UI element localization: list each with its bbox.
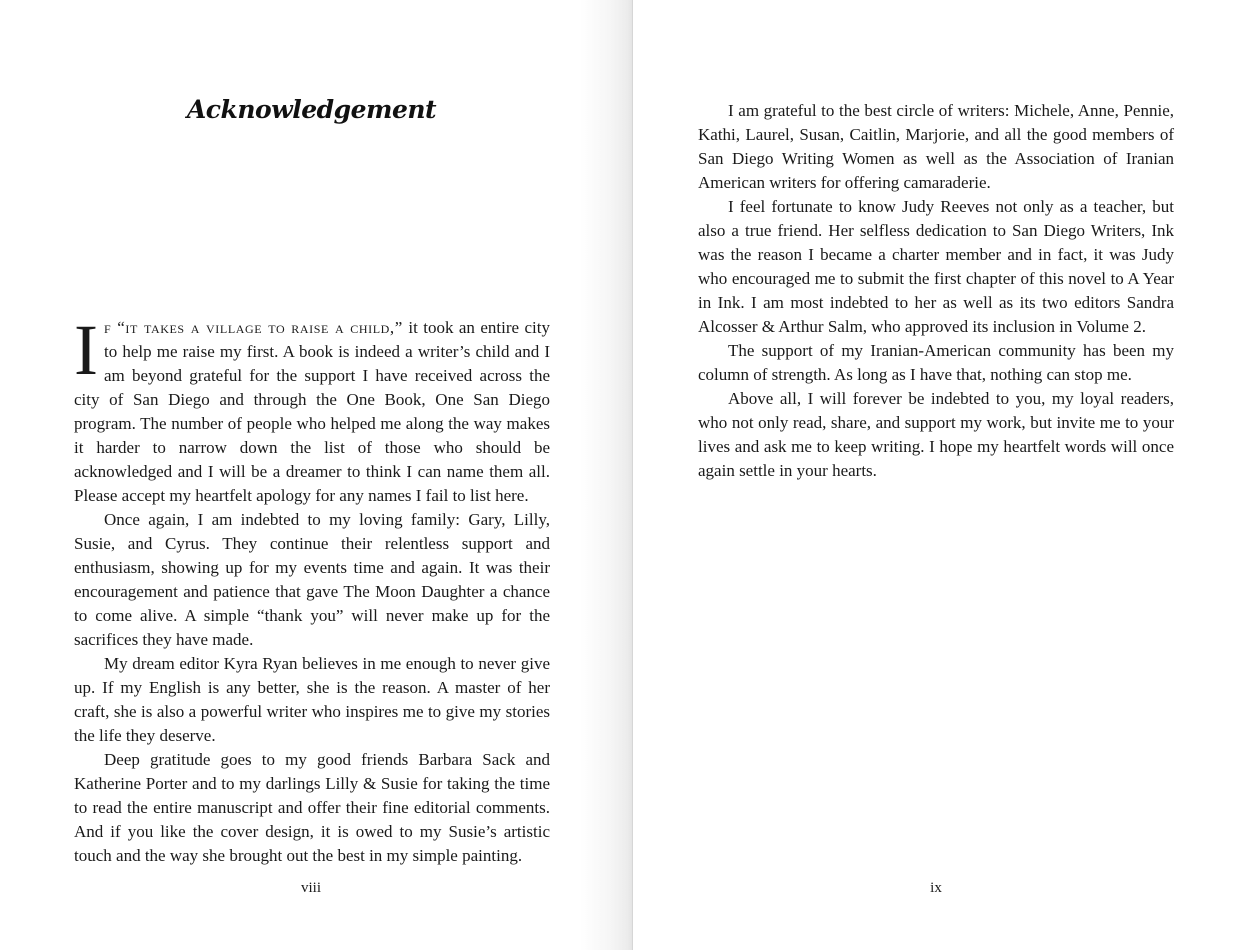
opening-small-caps: f “it takes a village to raise a child,” [103, 318, 403, 337]
paragraph-judy-reeves: I feel fortunate to know Judy Reeves not only as a teacher, but also a true friend. Her selfless dedication to San Diego Writers, Ink was the reason I became a charter member and in fact, it was Judy who encouraged me to submit the first chapter of this novel to A Year in Ink. I am most indebted to her as well as its two editors Sandra Alcosser & Arthur Salm, who approved its inclusion in Volume 2. [698, 197, 1174, 336]
opening-paragraph [74, 310, 550, 508]
paragraph-editor: My dream editor Kyra Ryan believes in me enough to never give up. If my English is any better, she is the reason. A master of her craft, she is also a powerful writer who inspires me to give my stories the life they deserve. [74, 654, 550, 745]
page-title: Acknowledgement [186, 95, 437, 124]
page-number-left: viii [300, 880, 321, 896]
paragraph-community: The support of my Iranian-American community has been my column of strength. As long as I have that, nothing can stop me. [698, 341, 1174, 384]
right-page-body [698, 99, 1174, 483]
opening-paragraph-text: it took an entire city to help me raise my first. A book is indeed a writer’s child and I am beyond grateful for the support I have received across the city of San Diego and through the One Book, One San Diego program. The number of people who helped me along the way makes it harder to narrow down the list of those who should be acknowledged and I will be a dreamer to think I can name them all. Please accept my heartfelt apology for any names I fail to list here. [74, 318, 550, 505]
paragraph-readers: Above all, I will forever be indebted to you, my loyal readers, who not only read, share, and support my work, but invite me to your lives and ask me to keep writing. I hope my heartfelt words will once again settle in your hearts. [698, 389, 1174, 480]
drop-cap: I [74, 310, 98, 390]
left-page-body [74, 310, 550, 868]
paragraph-writers-circle: I am grateful to the best circle of writers: Michele, Anne, Pennie, Kathi, Laurel, Susan, Caitlin, Marjorie, and all the good members of San Diego Writing Women as well as the Association of Iranian American writers for offering camaraderie. [698, 101, 1174, 192]
paragraph-family: Once again, I am indebted to my loving family: Gary, Lilly, Susie, and Cyrus. They continue their relentless support and enthusiasm, showing up for my events time and again. It was their encouragement and patience that gave The Moon Daughter a chance to come alive. A simple “thank you” will never make up for the sacrifices they have made. [74, 510, 550, 649]
left-page [0, 0, 618, 950]
paragraph-friends: Deep gratitude goes to my good friends Barbara Sack and Katherine Porter and to my darlings Lilly & Susie for taking the time to read the entire manuscript and offer their fine editorial comments. And if you like the cover design, it is owed to my Susie’s artistic touch and the way she brought out the best in my simple painting. [74, 750, 550, 865]
page-number-right: ix [930, 880, 942, 896]
book-gutter-shadow [580, 0, 633, 950]
